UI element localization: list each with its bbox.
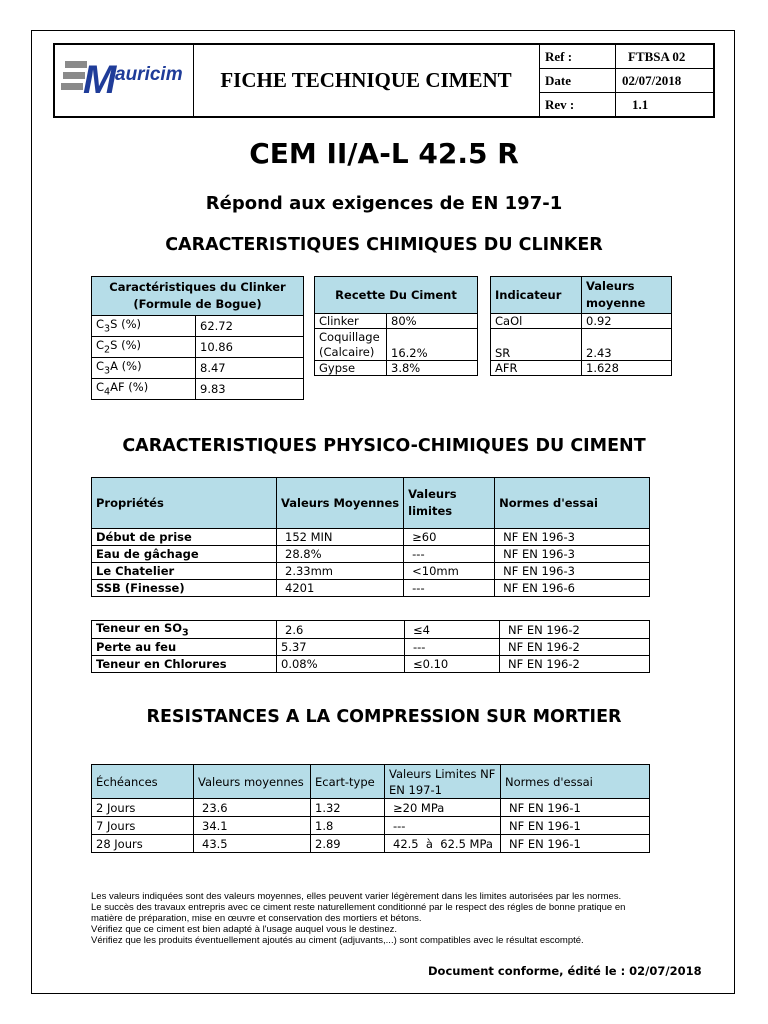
resistance-header: Normes d'essai	[501, 765, 650, 799]
indicator-header: Valeurs moyenne	[582, 277, 672, 314]
meta-row-date	[540, 69, 714, 93]
clinker-row-name: $C_4AF$ (%)	[92, 379, 196, 400]
clinker-table-header	[92, 277, 304, 316]
indicator-header: Indicateur	[491, 277, 582, 314]
physico-cell: ---	[404, 580, 495, 597]
section-title-physico: CARACTERISTIQUES PHYSICO-CHIMIQUES DU CIMENT	[122, 436, 646, 456]
recipe-row-name: Gypse	[315, 361, 387, 376]
chemical-cell: NF EN 196-2	[500, 639, 650, 656]
product-subtitle: Répond aux exigences de EN 197-1	[205, 193, 563, 214]
table-row	[92, 817, 650, 835]
table-row	[92, 835, 650, 853]
physico-cell: NF EN 196-3	[495, 563, 650, 580]
resistance-header: Échéances	[92, 765, 194, 799]
clinker-row-value: 62.72	[196, 316, 304, 337]
document-meta	[539, 45, 714, 116]
recipe-row-value: 3.8%	[387, 361, 478, 376]
physico-cell: NF EN 196-3	[495, 546, 650, 563]
physico-cell: Début de prise	[92, 529, 277, 546]
resistance-header: Ecart-type	[311, 765, 385, 799]
product-name: CEM II/A-L 42.5 R	[249, 137, 519, 170]
meta-key: Ref :	[545, 49, 573, 64]
indicator-row-value: 1.628	[582, 361, 672, 376]
meta-key: Date	[545, 73, 571, 88]
chemical-cell: ---	[405, 639, 500, 656]
clinker-row-name: $C_3A$ (%)	[92, 358, 196, 379]
table-row	[92, 563, 650, 580]
clinker-row-value: 8.47	[196, 358, 304, 379]
footnote-line: Les valeurs indiquées sont des valeurs moyennes, elles peuvent varier légèrement dans les limites autorisées par les normes.	[91, 891, 622, 902]
physico-cell: <10mm	[404, 563, 495, 580]
section-title-chemical: CARACTERISTIQUES CHIMIQUES DU CLINKER	[165, 235, 603, 255]
resistance-cell: 34.1	[194, 817, 311, 835]
clinker-table	[91, 276, 304, 400]
footnote-line: matière de préparation, mise en œuvre et conservation des mortiers et bétons.	[91, 913, 422, 924]
resistance-cell: 1.32	[311, 799, 385, 817]
physico-cell: 4201	[277, 580, 404, 597]
chemical-cell: ≤0.10	[405, 656, 500, 673]
resistance-cell: NF EN 196-1	[501, 835, 650, 853]
recipe-row-value: 16.2%	[387, 329, 478, 361]
table-row	[92, 529, 650, 546]
physico-cell: 2.33mm	[277, 563, 404, 580]
meta-row-ref	[540, 45, 714, 69]
conformity-statement: Document conforme, édité le : 02/07/2018	[428, 964, 702, 978]
clinker-row-name: $C_2S$ (%)	[92, 337, 196, 358]
physico-cell: 152 MIN	[277, 529, 404, 546]
footnotes	[91, 891, 691, 946]
resistance-cell: ≥20 MPa	[385, 799, 501, 817]
indicator-table	[490, 276, 672, 376]
section-title-resistance: RESISTANCES A LA COMPRESSION SUR MORTIER	[146, 707, 622, 727]
meta-row-rev	[540, 93, 714, 116]
resistance-cell: NF EN 196-1	[501, 799, 650, 817]
meta-key: Rev :	[545, 97, 575, 112]
chemical-cell: Teneur en $SO_3$	[92, 621, 277, 639]
resistance-cell: 1.8	[311, 817, 385, 835]
resistance-header: Valeurs Limites NF EN 197-1	[385, 765, 501, 799]
resistance-cell: 2 Jours	[92, 799, 194, 817]
chemical-cell: 5.37	[277, 639, 405, 656]
physico-cell: 28.8%	[277, 546, 404, 563]
clinker-row-value: 9.83	[196, 379, 304, 400]
table-row	[92, 656, 650, 673]
table-row	[92, 621, 650, 639]
meta-value: 02/07/2018	[622, 73, 682, 88]
table-row	[92, 639, 650, 656]
resistance-cell: 7 Jours	[92, 817, 194, 835]
indicator-row-name: AFR	[491, 361, 582, 376]
recipe-row-name: Coquillage (Calcaire)	[315, 329, 387, 361]
footnote-line: Vérifiez que les produits éventuellement ajoutés au ciment (adjuvants,...) sont compatibles avec le résultat escompté.	[91, 935, 584, 946]
clinker-header-line2: (Formule de Bogue)	[133, 297, 262, 311]
indicator-row-value: 0.92	[582, 314, 672, 329]
resistance-cell: 43.5	[194, 835, 311, 853]
logo-text: auricim	[115, 64, 183, 85]
resistance-cell: 23.6	[194, 799, 311, 817]
resistance-cell: 28 Jours	[92, 835, 194, 853]
clinker-row-name: $C_3S$ (%)	[92, 316, 196, 337]
meta-value: 1.1	[632, 97, 649, 112]
physico-header: Propriétés	[92, 478, 277, 529]
chemical-cell: 0.08%	[277, 656, 405, 673]
recipe-table	[314, 276, 478, 376]
clinker-row-value: 10.86	[196, 337, 304, 358]
resistance-cell: NF EN 196-1	[501, 817, 650, 835]
clinker-header-line1: Caractéristiques du Clinker	[109, 280, 286, 294]
recipe-row-name: Clinker	[315, 314, 387, 329]
physico-header: Valeurs limites	[404, 478, 495, 529]
mauricim-logo-icon	[55, 45, 193, 116]
document-title: FICHE TECHNIQUE CIMENT	[220, 68, 512, 92]
recipe-row-value: 80%	[387, 314, 478, 329]
chemical-cell: Teneur en Chlorures	[92, 656, 277, 673]
physico-cell: ---	[404, 546, 495, 563]
table-row	[92, 580, 650, 597]
chemical-cell: 2.6	[277, 621, 405, 639]
company-logo	[55, 45, 194, 116]
physico-header: Valeurs Moyennes	[277, 478, 404, 529]
footnote-line: Vérifiez que ce ciment est bien adapté à l'usage auquel vous le destinez.	[91, 924, 398, 935]
footnote-line: Le succès des travaux entrepris avec ce ciment reste naturellement conditionné par le respect des régles de bonne pratique en	[91, 902, 626, 913]
resistance-header: Valeurs moyennes	[194, 765, 311, 799]
indicator-row-name: SR	[491, 329, 582, 361]
indicator-row-value: 2.43	[582, 329, 672, 361]
indicator-row-name: CaOl	[491, 314, 582, 329]
physico-cell: ≥60	[404, 529, 495, 546]
physico-cell: NF EN 196-3	[495, 529, 650, 546]
chemical-cell: ≤4	[405, 621, 500, 639]
resistance-cell: 42.5 à 62.5 MPa	[385, 835, 501, 853]
physico-cell: SSB (Finesse)	[92, 580, 277, 597]
physico-header: Normes d'essai	[495, 478, 650, 529]
physico-cell: Eau de gâchage	[92, 546, 277, 563]
chemical-cell: NF EN 196-2	[500, 621, 650, 639]
recipe-table-header: Recette Du Ciment	[315, 277, 478, 314]
meta-value: FTBSA 02	[628, 49, 686, 64]
document-header	[53, 43, 715, 118]
physico-table	[91, 477, 650, 597]
table-row	[92, 799, 650, 817]
resistance-cell: 2.89	[311, 835, 385, 853]
logo-letter: M	[83, 58, 117, 102]
chemical-table	[91, 620, 650, 673]
physico-cell: NF EN 196-6	[495, 580, 650, 597]
table-row	[92, 546, 650, 563]
chemical-cell: NF EN 196-2	[500, 656, 650, 673]
resistance-cell: ---	[385, 817, 501, 835]
physico-cell: Le Chatelier	[92, 563, 277, 580]
chemical-cell: Perte au feu	[92, 639, 277, 656]
resistance-table	[91, 764, 650, 853]
